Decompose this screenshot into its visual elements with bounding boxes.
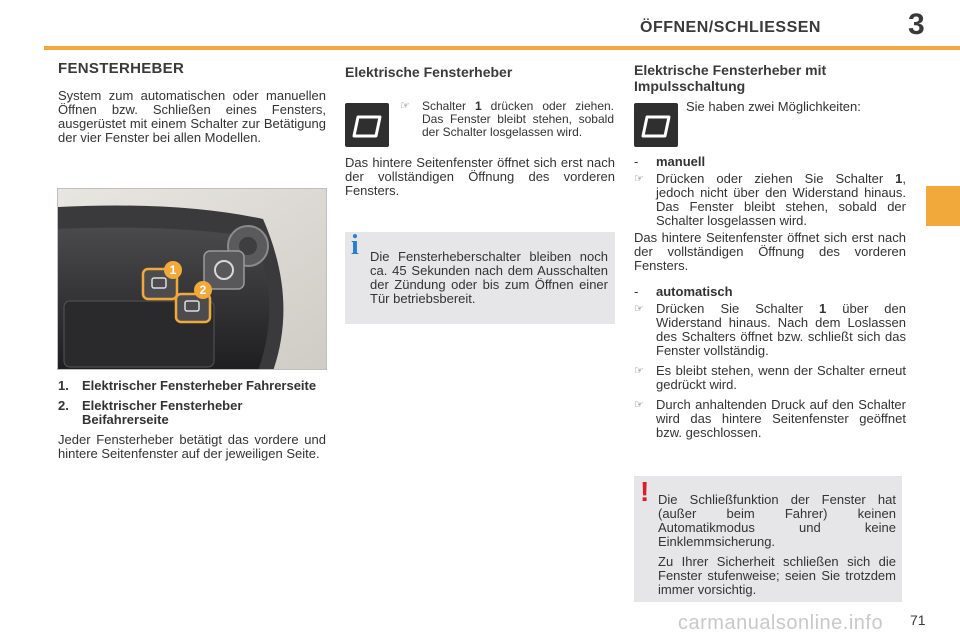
left-legend <box>58 379 326 461</box>
page-section-title: ÖFFNEN/SCHLIESSEN <box>640 19 821 36</box>
watermark: carmanualsonline.info <box>678 612 884 634</box>
dash-symbol: - <box>634 284 639 299</box>
pointer-icon: ☞ <box>634 365 644 377</box>
mode-manual <box>634 155 906 169</box>
right-heading-wrap <box>634 62 906 94</box>
callout-2 <box>194 281 212 299</box>
window-switch-glyph <box>634 103 678 147</box>
section-heading: Elektrische Fensterheber <box>345 64 513 80</box>
warning-text: Die Schließfunktion der Fenster hat (außer beim Fahrer) keinen Automatikmodus und keine Einklemmsicherung. <box>658 492 896 549</box>
middle-heading-wrap <box>345 64 615 80</box>
bullet-text-pre: Drücken Sie Schalter <box>656 301 819 316</box>
chapter-side-tab <box>926 186 960 226</box>
switch-number: 1 <box>895 171 903 186</box>
chapter-number: 3 <box>908 8 925 41</box>
mode-label: manuell <box>656 154 706 169</box>
middle-paragraph: Das hintere Seitenfenster öffnet sich erst nach der vollständigen Öffnung des vorderen Fensters. <box>345 155 615 198</box>
legend-item-1 <box>58 379 326 393</box>
bullet-item <box>634 398 906 440</box>
bullet-text-pre: Schalter <box>422 99 475 113</box>
legend-item-2 <box>58 399 326 427</box>
warning-text: Zu Ihrer Sicherheit schließen sich die Fenster stufenweise; seien Sie trotzdem immer vorsichtig. <box>658 554 896 597</box>
intro-paragraph: System zum automatischen oder manuellen Öffnen bzw. Schließen eines Fensters, ausgerüstet mit einem Schalter zur Betätigung der vier Fenster bei allen Modellen. <box>58 88 326 145</box>
legend-text: Elektrischer Fensterheber Fahrerseite <box>82 378 317 393</box>
switch-number: 1 <box>818 301 827 316</box>
info-box <box>345 232 615 324</box>
bullet-text-pre: Drücken oder ziehen Sie Schalter <box>656 171 896 186</box>
section-heading: FENSTERHEBER <box>58 60 185 77</box>
bullet-item <box>634 172 906 228</box>
mode-label: automatisch <box>656 284 733 299</box>
pointer-icon: ☞ <box>634 303 644 315</box>
bullet-text: Es bleibt stehen, wenn der Schalter erneut gedrückt wird. <box>656 363 906 392</box>
warning-icon: ! <box>640 476 650 507</box>
window-switch-glyph <box>345 103 389 147</box>
legend-number: 2. <box>58 398 69 413</box>
bullet-text-post: über den Widerstand hinaus. Nach dem Loslassen des Schalters öffnet bzw. schließt sich das Fenster vollständig. <box>656 301 906 358</box>
bullet-text-post: drücken oder ziehen. Das Fenster bleibt stehen, sobald der Schalter losgelassen wird. <box>422 99 615 139</box>
middle-bullet-block <box>400 100 614 139</box>
callout-1 <box>164 261 182 279</box>
legend-number: 1. <box>58 378 69 393</box>
callout-1-label: 1 <box>169 263 177 277</box>
bullet-item <box>400 100 614 139</box>
window-switch-icon <box>634 103 678 147</box>
switch-number: 1 <box>475 99 482 113</box>
legend-outro: Jeder Fensterheber betätigt das vordere und hintere Seitenfenster auf der jeweiligen Seite. <box>58 432 326 461</box>
page-number: 71 <box>910 612 926 628</box>
right-body <box>634 155 906 440</box>
pointer-icon: ☞ <box>634 399 644 411</box>
legend-text: Elektrischer Fensterheber Beifahrerseite <box>82 398 243 427</box>
section-heading: Elektrische Fensterheber mit Impulsschaltung <box>634 62 827 94</box>
window-switch-photo <box>57 188 327 370</box>
door-panel-illustration <box>58 189 327 370</box>
bullet-text: Durch anhaltenden Druck auf den Schalter wird das hintere Seitenfenster geöffnet bzw. geschlossen. <box>656 397 906 440</box>
window-switch-icon <box>345 103 389 147</box>
bullet-text-post: , jedoch nicht über den Widerstand hinaus. Das Fenster bleibt stehen, sobald der Schalter losgelassen wird. <box>656 171 906 228</box>
pointer-icon: ☞ <box>400 100 410 112</box>
warning-box <box>634 476 902 602</box>
info-text: Die Fensterheberschalter bleiben noch ca. 45 Sekunden nach dem Ausschalten der Zündung oder bis zum Öffnen einer Tür betriebsbereit. <box>370 249 608 306</box>
warning-text-block <box>658 493 896 597</box>
right-intro: Sie haben zwei Möglichkeiten: <box>686 99 861 114</box>
pointer-icon: ☞ <box>634 173 644 185</box>
info-icon: i <box>351 230 359 261</box>
callout-2-label: 2 <box>199 283 207 297</box>
left-column <box>58 62 326 145</box>
header-divider <box>44 46 960 50</box>
bullet-item <box>634 302 906 358</box>
bullet-item <box>634 364 906 392</box>
dash-symbol: - <box>634 154 639 169</box>
manual-paragraph: Das hintere Seitenfenster öffnet sich erst nach der vollständigen Öffnung des vorderen Fensters. <box>634 230 906 273</box>
mode-automatic <box>634 285 906 299</box>
